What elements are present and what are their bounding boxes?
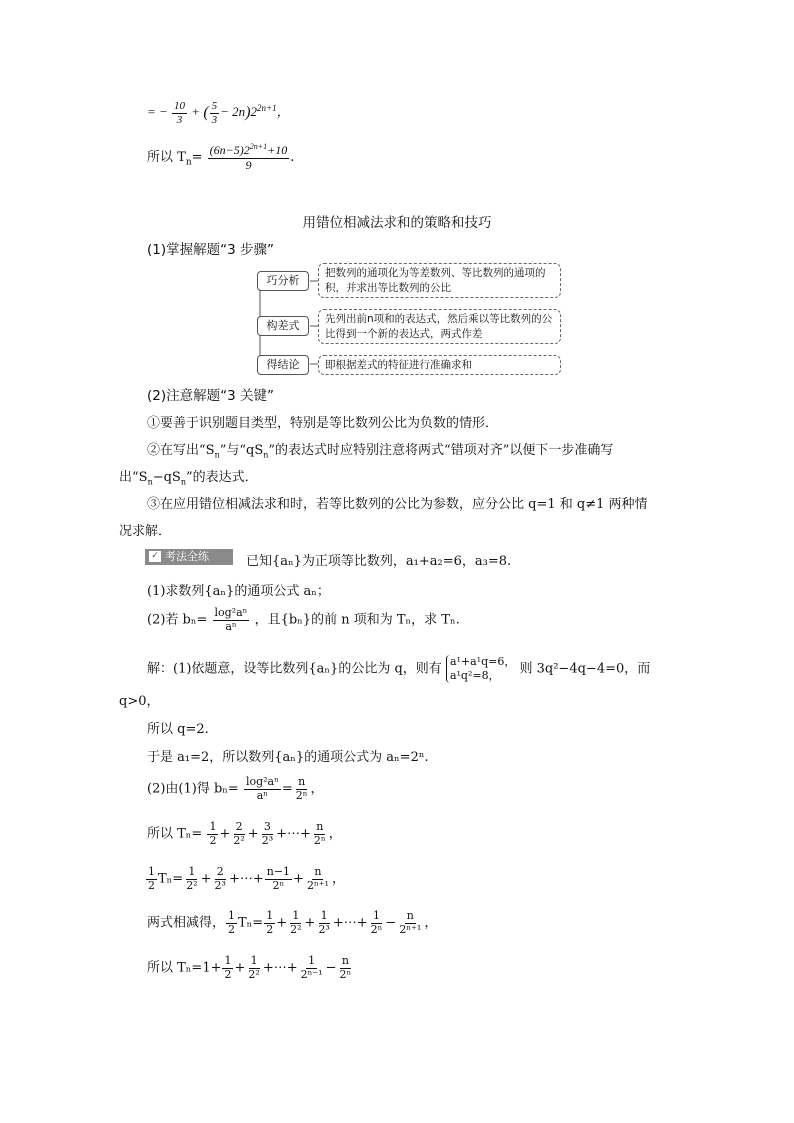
fraction bbox=[231, 821, 246, 847]
denominator: 2ⁿ⁺¹ bbox=[306, 878, 329, 892]
numerator: 1 bbox=[250, 954, 258, 967]
fraction bbox=[305, 866, 331, 892]
text: 出“S bbox=[119, 470, 148, 485]
text: (6n−5)2 bbox=[209, 143, 250, 157]
solution-line-3: 所以 q=2. bbox=[147, 722, 209, 737]
denominator: 2 bbox=[148, 878, 155, 892]
numerator: 1 bbox=[228, 909, 236, 922]
numerator: 1 bbox=[308, 954, 316, 967]
fraction bbox=[294, 776, 310, 802]
section-title: 用错位相减法求和的策略和技巧 bbox=[302, 215, 492, 231]
denominator: 2² bbox=[186, 878, 198, 892]
numerator: 1 bbox=[188, 865, 196, 878]
fraction bbox=[246, 955, 261, 981]
denominator: aⁿ bbox=[256, 788, 269, 802]
fraction bbox=[184, 866, 199, 892]
numerator: 2 bbox=[216, 865, 224, 878]
fraction bbox=[264, 910, 275, 936]
key-heading: (2)注意解题“3 关键” bbox=[147, 388, 274, 404]
denominator: 2ⁿ bbox=[370, 922, 383, 936]
denominator: 3 bbox=[176, 113, 183, 126]
solution-line-8: 两式相减得， $\frac{1}{2}$ Tₙ= $\frac{1}{2}$ + $\frac{1}{\text{2²}}$ + $\frac{1}{\text{2³}}$ +⋯+ $\frac{1}{\text{2ⁿ}}$ − $\frac{n}{\text{2ⁿ⁺¹}}$ ， bbox=[147, 909, 438, 936]
equation: a¹q²=8， bbox=[449, 669, 500, 682]
text: ”与“qS bbox=[219, 443, 264, 458]
text: (2)由(1)得 bₙ= bbox=[147, 781, 239, 797]
fraction bbox=[213, 607, 250, 633]
denominator: 2 bbox=[209, 833, 217, 847]
text: + bbox=[191, 104, 201, 120]
denominator: 2³ bbox=[318, 922, 330, 936]
fraction bbox=[213, 866, 228, 892]
numerator: log²aⁿ bbox=[214, 606, 248, 619]
numerator: 3 bbox=[263, 820, 271, 833]
text: − bbox=[325, 960, 337, 976]
text: 所以 T bbox=[147, 149, 186, 165]
text: = bbox=[281, 781, 293, 797]
flow-desc-conclude: 即根据差式的特征进行准确求和 bbox=[318, 355, 561, 375]
denominator: aⁿ bbox=[225, 619, 237, 633]
solution-line-9: 所以 Tₙ=1+ $\frac{1}{2}$ + $\frac{1}{\text{2²}}$ +⋯+ $\frac{1}{\text{2ⁿ⁻¹}}$ − $\frac{n}{\text{2ⁿ}}$ bbox=[147, 954, 352, 981]
text: ， bbox=[424, 915, 438, 931]
fraction bbox=[397, 910, 423, 936]
text: ”的表达式． bbox=[186, 470, 258, 485]
fraction bbox=[299, 955, 325, 981]
fraction bbox=[312, 821, 328, 847]
denominator: 2 bbox=[228, 922, 236, 936]
numerator: 5 bbox=[211, 100, 218, 112]
text: 解：(1)依题意，设等比数列{aₙ}的公比为 q，则有 bbox=[147, 661, 442, 677]
denominator: 2² bbox=[233, 833, 245, 847]
numerator: 1 bbox=[148, 865, 155, 878]
numerator: 1 bbox=[320, 909, 328, 922]
text: ， bbox=[328, 826, 342, 842]
step-heading: (1)掌握解题“3 步骤” bbox=[147, 242, 274, 258]
text: ， bbox=[276, 104, 290, 120]
equation: a¹+a¹q=6， bbox=[449, 655, 516, 668]
numerator: 1 bbox=[292, 909, 300, 922]
fraction bbox=[288, 910, 303, 936]
solution-line-6: 所以 Tₙ= $\frac{1}{2}$ + $\frac{2}{\text{2²}}$ + $\frac{3}{\text{2³}}$ +⋯+ $\frac{n}{\text{2ⁿ}}$ ， bbox=[147, 820, 342, 847]
question-2 bbox=[147, 607, 460, 633]
fraction bbox=[222, 955, 233, 981]
intro-line-2 bbox=[147, 142, 294, 173]
fraction bbox=[244, 776, 281, 802]
fraction bbox=[226, 910, 237, 936]
solution-line-1 bbox=[147, 655, 650, 683]
numerator: n bbox=[316, 820, 324, 833]
flow-label-analyze: 巧分析 bbox=[257, 271, 309, 291]
fraction bbox=[338, 955, 354, 981]
text: ， bbox=[331, 871, 345, 887]
flow-label-conclude: 得结论 bbox=[257, 355, 309, 375]
text: −qS bbox=[152, 470, 181, 485]
check-icon: ✓ bbox=[149, 551, 161, 562]
equation-system bbox=[446, 655, 515, 683]
subscript: n bbox=[214, 450, 220, 460]
text: (2)若 bₙ= bbox=[147, 612, 208, 628]
key-2-line-2 bbox=[119, 466, 258, 487]
exercise-badge bbox=[145, 549, 233, 565]
denominator: 2³ bbox=[261, 833, 274, 847]
numerator: 2 bbox=[235, 820, 243, 833]
text: 两式相减得， bbox=[147, 915, 226, 931]
key-3-line-2: 况求解． bbox=[119, 524, 172, 539]
subscript: n bbox=[147, 477, 153, 487]
text: = bbox=[191, 149, 203, 165]
key-1: ①要善于识别题目类型，特别是等比数列公比为负数的情形． bbox=[147, 416, 499, 431]
denominator: 2ⁿ bbox=[295, 788, 308, 802]
fraction bbox=[260, 821, 275, 847]
fraction bbox=[369, 910, 385, 936]
denominator: 2² bbox=[248, 967, 260, 981]
exponent: 2n+1 bbox=[257, 102, 277, 113]
denominator: 9 bbox=[245, 157, 252, 172]
text: +⋯+ bbox=[262, 960, 298, 976]
numerator: 1 bbox=[373, 909, 381, 922]
text: +⋯+ bbox=[228, 871, 264, 887]
fraction bbox=[208, 142, 290, 173]
text: . bbox=[290, 149, 295, 165]
flow-desc-construct: 先列出前n项和的表达式，然后乘以等比数列的公比得到一个新的表达式，两式作差 bbox=[318, 309, 561, 344]
solution-line-7: $\frac{1}{2}$ Tₙ= $\frac{1}{\text{2²}}$ + $\frac{2}{\text{2³}}$ +⋯+ $\frac{n-1}{\text{2ⁿ}}$ + $\frac{n}{\text{2ⁿ⁺¹}}$ ， bbox=[148, 865, 345, 892]
denominator: 2ⁿ⁻¹ bbox=[300, 967, 323, 981]
text: = − bbox=[147, 104, 168, 120]
paren: ( bbox=[203, 104, 209, 122]
text: +⋯+ bbox=[276, 826, 311, 842]
numerator: log²aⁿ bbox=[245, 775, 279, 788]
fraction bbox=[146, 866, 157, 892]
question-1: (1)求数列{aₙ}的通项公式 aₙ； bbox=[147, 584, 330, 599]
text: 则 3q²−4q−4=0，而 bbox=[519, 661, 651, 677]
subscript: n bbox=[180, 477, 186, 487]
solution-line-5 bbox=[147, 776, 324, 802]
text: +10 bbox=[267, 143, 288, 157]
exercise-stem: 已知{aₙ}为正项等比数列，a₁+a₂=6，a₃=8. bbox=[246, 554, 512, 569]
key-3-line-1: ③在应用错位相减法求和时，若等比数列的公比为参数，应分公比 q=1 和 q≠1 两种情 bbox=[147, 497, 648, 512]
denominator: 2ⁿ⁺¹ bbox=[399, 922, 422, 936]
text: Tₙ= bbox=[158, 871, 184, 887]
badge-label: 考法全练 bbox=[165, 550, 209, 563]
fraction bbox=[210, 100, 220, 126]
text: ， bbox=[310, 781, 324, 797]
text: − bbox=[385, 915, 397, 931]
numerator: n bbox=[406, 909, 414, 922]
denominator: 2ⁿ bbox=[272, 878, 285, 892]
key-2-line-1 bbox=[147, 439, 613, 460]
denominator: 2³ bbox=[214, 878, 226, 892]
flow-desc-analyze: 把数列的通项化为等差数列、等比数列的通项的积，并求出等比数列的公比 bbox=[318, 263, 561, 298]
numerator: n bbox=[298, 775, 306, 788]
fraction bbox=[172, 100, 187, 126]
solution-line-2: q>0， bbox=[119, 694, 160, 709]
paren: ) bbox=[245, 104, 251, 122]
flow-label-construct: 构差式 bbox=[257, 316, 309, 336]
numerator: n−1 bbox=[266, 865, 291, 878]
numerator: 10 bbox=[174, 100, 186, 112]
numerator: n bbox=[314, 865, 322, 878]
fraction bbox=[207, 821, 218, 847]
denominator: 2ⁿ bbox=[339, 967, 352, 981]
text: 所以 Tₙ= bbox=[147, 826, 203, 842]
denominator: 2 bbox=[224, 967, 232, 981]
fraction bbox=[316, 910, 331, 936]
text: ”的表达式时应特别注意将两式“错项对齐”以便下一步准确写 bbox=[268, 443, 614, 458]
text: +⋯+ bbox=[332, 915, 368, 931]
intro-line-1 bbox=[147, 100, 290, 126]
exponent: 2n+1 bbox=[249, 142, 268, 151]
numerator: 1 bbox=[266, 909, 274, 922]
denominator: 3 bbox=[211, 113, 218, 126]
subscript: n bbox=[185, 157, 192, 168]
text: Tₙ= bbox=[238, 915, 264, 931]
text: 所以 Tₙ=1+ bbox=[147, 960, 222, 976]
fraction bbox=[265, 866, 292, 892]
text: ②在写出“S bbox=[147, 443, 215, 458]
text: − 2n bbox=[220, 104, 246, 120]
denominator: 2ⁿ bbox=[313, 833, 326, 847]
denominator: 2 bbox=[266, 922, 274, 936]
subscript: n bbox=[263, 450, 269, 460]
text: ，且{bₙ}的前 n 项和为 Tₙ，求 Tₙ. bbox=[254, 612, 460, 628]
numerator bbox=[208, 142, 290, 159]
numerator: n bbox=[341, 954, 349, 967]
numerator: 1 bbox=[209, 820, 217, 833]
denominator: 2² bbox=[290, 922, 302, 936]
text: 2 bbox=[250, 104, 258, 120]
solution-line-4: 于是 a₁=2，所以数列{aₙ}的通项公式为 aₙ=2ⁿ. bbox=[147, 750, 429, 765]
numerator: 1 bbox=[224, 954, 232, 967]
